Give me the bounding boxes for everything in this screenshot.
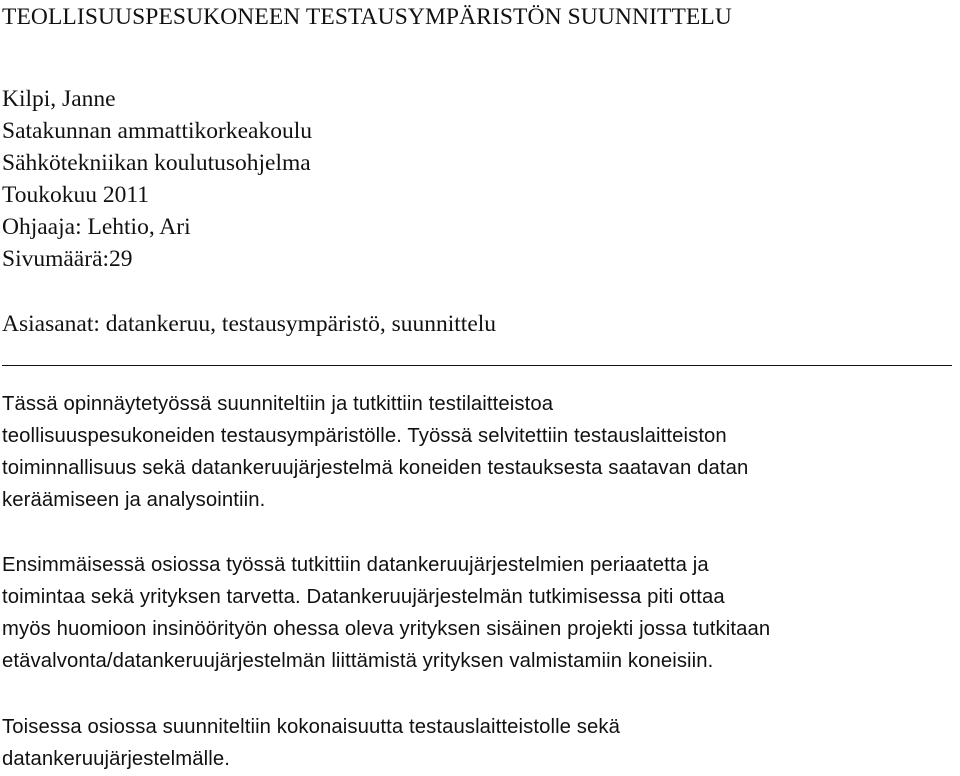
abstract-line: etävalvonta/datankeruujärjestelmän liittämistä yrityksen valmistamiin koneisiin. — [2, 650, 714, 672]
degree-programme: Sähkötekniikan koulutusohjelma — [2, 150, 311, 176]
abstract-paragraph-3 — [2, 711, 960, 775]
abstract-line: myös huomioon insinöörityön ohessa oleva yrityksen sisäinen projekti jossa tutkitaan — [2, 618, 771, 640]
abstract-paragraph-1 — [2, 388, 960, 516]
keywords: Asiasanat: datankeruu, testausympäristö, suunnittelu — [2, 311, 497, 337]
abstract-line: Ensimmäisessä osiossa työssä tutkittiin datankeruujärjestelmien periaatetta ja — [2, 554, 709, 576]
institution-name: Satakunnan ammattikorkeakoulu — [2, 118, 312, 144]
document-title: TEOLLISUUSPESUKONEEN TESTAUSYMPÄRISTÖN SUUNNITTELU — [2, 4, 732, 30]
abstract-line: keräämiseen ja analysointiin. — [2, 489, 266, 511]
abstract-line: toiminnallisuus sekä datankeruujärjestelmä koneiden testauksesta saatavan datan — [2, 457, 749, 479]
page-count: Sivumäärä:29 — [2, 246, 133, 272]
abstract-paragraph-2 — [2, 549, 960, 677]
abstract-line: datankeruujärjestelmälle. — [2, 748, 230, 770]
publication-date: Toukokuu 2011 — [2, 182, 149, 208]
supervisor: Ohjaaja: Lehtio, Ari — [2, 214, 191, 240]
abstract-line: Toisessa osiossa suunniteltiin kokonaisuutta testauslaitteistolle sekä — [2, 716, 621, 738]
abstract-line: toimintaa sekä yrityksen tarvetta. Datankeruujärjestelmän tutkimisessa piti ottaa — [2, 586, 725, 608]
author-name: Kilpi, Janne — [2, 86, 116, 112]
separator-line — [2, 365, 952, 366]
abstract-line: teollisuuspesukoneiden testausympäristölle. Työssä selvitettiin testauslaitteiston — [2, 425, 727, 447]
abstract-line: Tässä opinnäytetyössä suunniteltiin ja tutkittiin testilaitteistoa — [2, 393, 554, 415]
